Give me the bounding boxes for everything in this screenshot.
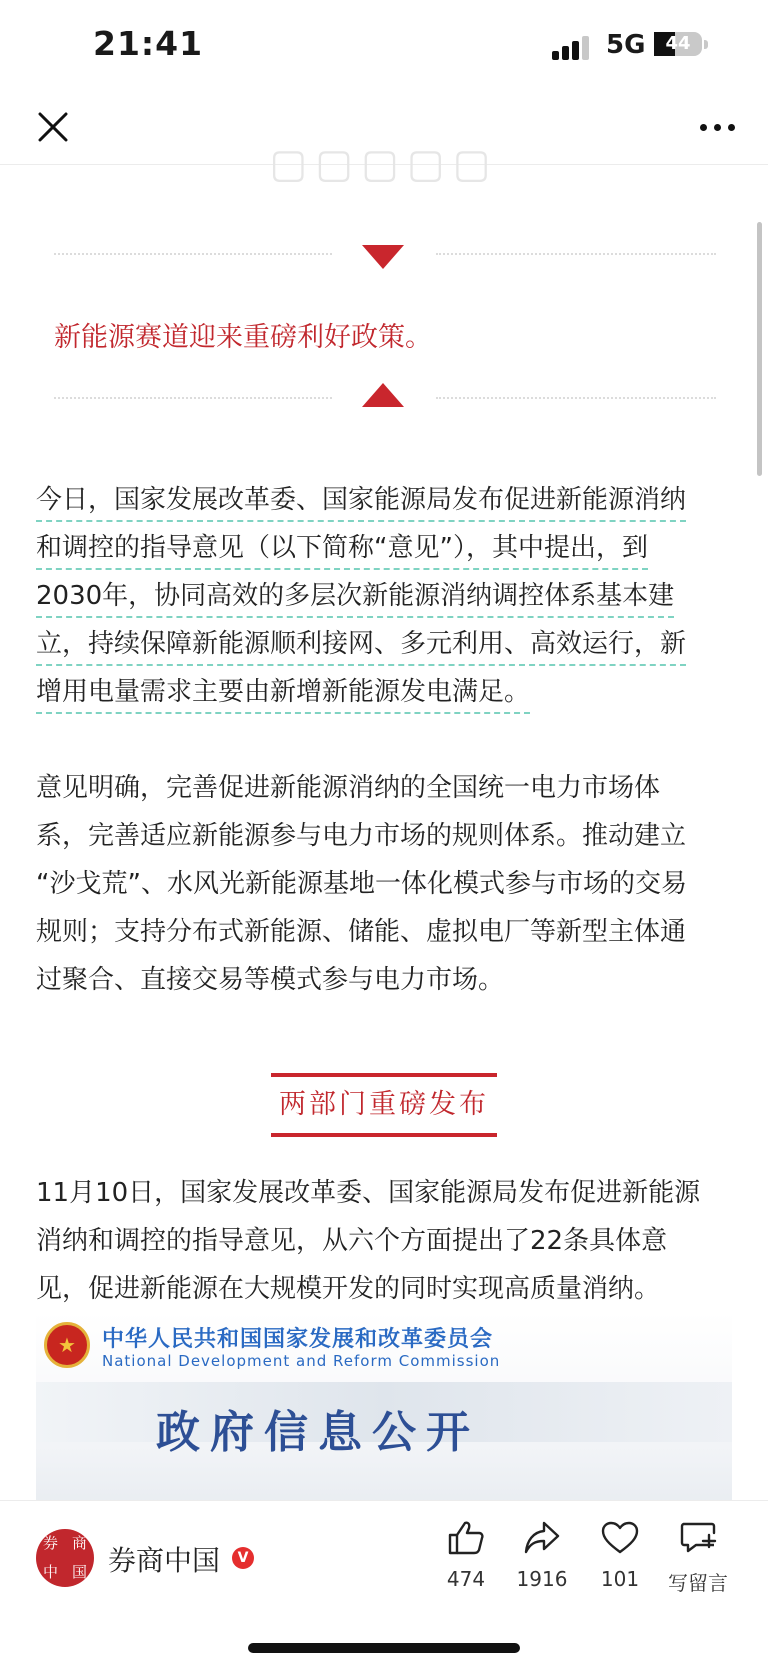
divider (436, 397, 716, 399)
home-indicator[interactable] (248, 1643, 520, 1653)
paragraph-line: 增用电量需求主要由新增新能源发电满足。 (36, 672, 530, 714)
triangle-up-icon (362, 383, 404, 407)
share-button[interactable] (500, 1519, 584, 1591)
like-count: 474 (446, 1567, 486, 1591)
paragraph-line: “沙戈荒”、水风光新能源基地一体化模式参与市场的交易 (36, 869, 687, 899)
more-icon[interactable] (698, 120, 738, 134)
scrollbar[interactable] (757, 222, 762, 476)
comment-icon (678, 1519, 718, 1557)
paragraph-line: 过聚合、直接交易等模式参与电力市场。 (36, 965, 505, 995)
network-type: 5G (606, 30, 646, 60)
divider (54, 253, 332, 255)
paragraph-line: 意见明确，完善促进新能源消纳的全国统一电力市场体 (36, 773, 661, 803)
section-title: 两部门重磅发布 (271, 1073, 497, 1137)
paragraph-line: 今日，国家发展改革委、国家能源局发布促进新能源消纳 (36, 480, 686, 522)
paragraph-line: 11月10日，国家发展改革委、国家能源局发布促进新能源 (36, 1178, 701, 1208)
faded-heading: ▢▢▢▢▢ (269, 141, 499, 187)
bottom-bar (0, 1500, 768, 1663)
battery-level: 44 (665, 33, 691, 54)
paragraph-line: 消纳和调控的指导意见，从六个方面提出了22条具体意 (36, 1226, 668, 1256)
thumbs-up-icon (446, 1519, 486, 1557)
paragraph-line: 立，持续保障新能源顺利接网、多元利用、高效运行，新 (36, 624, 686, 666)
avatar-char: 券 (42, 1534, 58, 1552)
status-time: 21:41 (93, 24, 204, 63)
divider (54, 397, 332, 399)
paragraph (36, 1170, 726, 1314)
lead-quote: 新能源赛道迎来重磅利好政策。 (54, 322, 432, 353)
paragraph-line: 系，完善适应新能源参与电力市场的规则体系。推动建立 (36, 821, 687, 851)
article-image[interactable] (36, 1312, 732, 1512)
paragraph-line: 2030年，协同高效的多层次新能源消纳调控体系基本建 (36, 576, 674, 618)
avatar-char: 中 (42, 1563, 58, 1581)
avatar-char: 国 (71, 1563, 87, 1581)
account-name[interactable]: 券商中国 (108, 1544, 221, 1577)
article-body[interactable] (0, 141, 768, 1500)
banner-title: 政府信息公开 (156, 1407, 480, 1458)
avatar[interactable] (36, 1529, 94, 1587)
paragraph-line: 和调控的指导意见（以下简称“意见”），其中提出，到 (36, 528, 648, 570)
battery-icon (654, 32, 702, 56)
like-button[interactable] (424, 1519, 508, 1591)
paragraph-highlighted (36, 477, 726, 717)
favorite-button[interactable] (578, 1519, 662, 1591)
divider (436, 253, 716, 255)
paragraph-line: 见，促进新能源在大规模开发的同时实现高质量消纳。 (36, 1274, 661, 1304)
comment-button[interactable] (656, 1519, 740, 1596)
avatar-char: 商 (71, 1534, 87, 1552)
org-name-cn: 中华人民共和国国家发展和改革委员会 (102, 1327, 494, 1352)
comment-label: 写留言 (668, 1571, 728, 1595)
paragraph-line: 规则；支持分布式新能源、储能、虚拟电厂等新型主体通 (36, 917, 687, 947)
signal-icon (552, 34, 594, 60)
triangle-down-icon (362, 245, 404, 269)
favorite-count: 101 (600, 1567, 640, 1591)
status-bar (0, 0, 768, 92)
battery-tip (704, 40, 708, 49)
national-emblem-icon: ★ (44, 1322, 90, 1368)
org-name-en: National Development and Reform Commission (102, 1352, 501, 1370)
heart-icon (600, 1519, 640, 1557)
share-count: 1916 (516, 1567, 568, 1591)
share-icon (522, 1519, 562, 1557)
verified-badge: V (232, 1547, 254, 1569)
paragraph (36, 765, 726, 1005)
